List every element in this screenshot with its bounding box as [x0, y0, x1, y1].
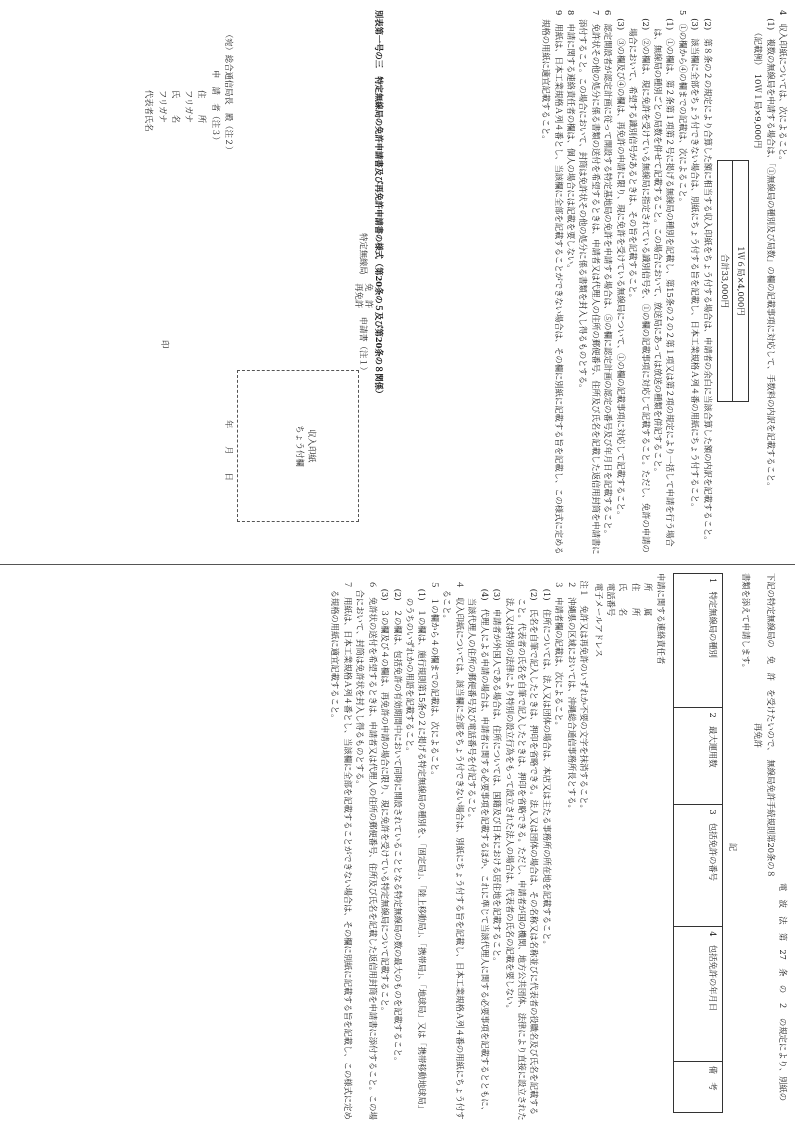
addressee: （宛）総合通信局長 殿（注２） — [224, 30, 234, 155]
application-body — [329, 573, 789, 1121]
note-item: (4) 代理人による申請の場合は、申請者に関する必要事項を記載するほか、これに準じて当該代理人に関する必要事項を記載するとともに、当該代理人の住所の郵便番号及び電話番号を付記すること。 — [467, 588, 490, 1115]
notes-block — [329, 573, 590, 1121]
applicant-heading: 申 請 者（注３） — [210, 70, 221, 145]
field-address: 住 所 — [197, 90, 208, 124]
item-4-1: (1) 複数の無線局を申請する場合は、「①無線局の種別及び局数」の欄の記載事項に対応して、手数料の内訳を記載すること。 — [765, 18, 776, 491]
contact-heading: 申請に関する連絡責任者 — [655, 573, 666, 665]
stamp-label-2: ちょう付欄 — [295, 425, 305, 467]
cell-remarks: 備 考 — [673, 1061, 722, 1112]
note-item: (3) ３の欄及び４の欄は、再免許の申請の場合に限り、現に免許を受けている特定無線局について記載すること。 — [380, 588, 391, 1016]
contact-name: 氏 名 — [618, 583, 629, 617]
ki-mark: 記 — [728, 842, 739, 852]
item-6: 6 認定開設者が認定計画に従って開設する特定基地局の免許を申請する場合は、⑤の欄に認定計画の認定の番号及び年月日を記載すること。 — [603, 10, 614, 538]
station-table — [673, 573, 723, 1113]
form-title-post: 申請書（注１） — [358, 316, 369, 375]
note-item: ６ 免許状の送付を希望するときは、申請者又は代理人の住所の郵便番号、住所及び氏名を記載した返信用封筒を申請書に添付すること。この場合において、封筒は免許状を封入し得るものとする。 — [355, 580, 378, 1120]
intro-law: 電 波 法 第 27 条 の ２ の規定により、別紙の — [778, 883, 788, 1101]
cell-license-date: 4 包括免許の年月日 — [673, 927, 722, 1061]
fee-example-box — [717, 160, 749, 402]
field-name: 氏 名 — [170, 90, 181, 124]
date-label: 年月日 — [224, 420, 234, 499]
example-label: （記載例） 10Ｗ１局×9,000円 — [753, 28, 764, 149]
field-representative: 代表者氏名 — [144, 90, 155, 132]
option-relicense: 再免許 — [353, 283, 364, 309]
note-item: (2) 氏名を自筆で記入したときは、押印を省略できる。法人又は団体の場合は、その名称又は名称並びに代表者の役職名及び氏名を記載すること。代表者の氏名を自筆で記入したときは、押印を省略できる。ただし、申請者が国の機関、地方公共団体、法律により直接に設立された法人又は特別の法律により特別の設立行為をもって設立された法人の場合は、代表者の氏名の記載を要しない。 — [504, 588, 540, 1121]
left-page — [0, 0, 795, 564]
note-item: ３ 申請者欄の記載は、次によること。 — [554, 580, 565, 730]
item-5-1: (1) ①の欄は、第２条第１項第２号に掲げる無線局の種別を記載し、第15条の２の２第１項又は第２項の規定により一括して申請を行う場合は、無線局の種別ごとの局数を併せて記載すること。この場合において、放送局にあっては放送の種類を併記すること。 — [653, 18, 676, 547]
item-4-2: (2) 第８条の２の規定により合算した額に相当する収入印紙をちょう付する場合は、申請者の余白に当該合算した額の内訳を記載すること。 — [702, 18, 713, 545]
item-4-3: (3) 該当欄に全部をちょう付できない場合は、別紙にちょう付する旨を記載し、日本工業規格Ａ列４番の用紙にちょう付すること。 — [690, 18, 701, 512]
note-item: (2) ２の欄は、包括免許の有効期間中において同時に開設されていることとなる特定無線局の数の最大のものを記載すること。 — [392, 588, 403, 1066]
stamp-label-1: 収入印紙 — [307, 429, 317, 463]
item-5-2: (2) ②の欄は、現に免許を受けている無線局に指定されている識別信号を、①の欄の記載事項に対応して記載すること。ただし、免許の申請の場合において、希望する識別信号があるときは、その旨を記載すること。 — [628, 18, 651, 553]
note-item: ５ １の欄から４の欄までの記載は、次によること。 — [429, 580, 440, 780]
contact-phone: 電話番号 — [606, 583, 617, 617]
fee-line: 1Ｗ６局×4,000円 — [735, 246, 746, 316]
contact-block — [592, 573, 667, 1121]
seal-mark: 印 — [160, 340, 170, 349]
right-page — [0, 565, 795, 1129]
item-9: 9 用紙は、日本工業規格Ａ列４番とし、当該欄に全部を記載することができない場合は、その欄に別紙に記載する旨を記載し、この様式に定める規格の用紙に適宜記載すること。 — [541, 10, 564, 555]
option-license: 免 許 — [363, 283, 374, 309]
contact-dept: 所 属 — [643, 583, 654, 617]
revenue-stamp-box — [237, 370, 359, 522]
field-furigana-2: フリガナ — [157, 90, 168, 123]
note-item: 注１ 免許又は再免許のいずれか不要の文字を抹消すること。 — [579, 580, 590, 813]
note-item: ４ 収入印紙については、該当欄に全部をちょう付できない場合は、別紙にちょう付する旨を記載し、日本工業規格Ａ列４番の用紙にちょう付すること。 — [442, 580, 465, 1120]
item-5-3: (3) ③の欄及び④の欄は、再免許の申請に限り、現に免許を受けている無線局について、①の欄の記載事項に対応して記載すること。 — [615, 18, 626, 520]
item-8: 8 申請に関する連絡責任者の欄は、個人の場合には記載を要しない。 — [566, 10, 576, 273]
contact-address: 住 所 — [630, 583, 641, 617]
note-item: (1) １の欄は、施行規則第15条の２に掲げる特定無線局の種別を、「固定局」、「陸上移動局」、「携帯局」、「地球局」又は「携帯移動地球局」のうちのいずれかの用語を記載すること。 — [405, 588, 428, 1114]
field-furigana: フリガナ — [184, 90, 195, 123]
cell-license-number: 3 包括免許の番号 — [673, 805, 722, 927]
form-title-pre: 特定無線局 — [358, 233, 369, 275]
section-5-title: 5 ①の欄から④の欄までの記載は、次によること。 — [677, 10, 688, 207]
instructions-block — [540, 10, 789, 558]
intro-relicense: 再免許 — [753, 723, 764, 748]
fee-total: 合計33,000円 — [718, 161, 733, 401]
form-label: 別表第一号の三 特定無線局の免許申請書及び再免許申請書の様式（第20条の５及び第20条の８関係） — [374, 10, 384, 399]
note-item: (3) 申請者が外国人である場合は、住所については、国籍及び日本における居住地を記載すること。 — [492, 588, 503, 966]
applicant-block — [142, 30, 235, 154]
intro-attach: 書類を添えて申請します。 — [740, 573, 751, 672]
note-item: (1) 住所については、法人又は団体の場合は、本店又は主たる事務所の所在地を記載すること。 — [541, 588, 552, 949]
cell-station-type: 1 特定無線局の種別 — [673, 574, 722, 708]
item-7: 7 免許状その他の処分に係る書類の送付を希望するときは、申請者又は代理人の住所の郵便番号、住所及び氏名を記載した返信用封筒を申請書に添付すること。この場合において、封筒は免許状その他の処分に係る書類を封入し得るものとする。 — [578, 10, 601, 555]
note-item: ２ 沖縄県の区域においては、沖縄総合通信事務所長とする。 — [566, 580, 577, 813]
cell-max-operation: 2 最大運用数 — [673, 708, 722, 805]
note-item: ７ 用紙は、日本工業規格Ａ列４番とし、当該欄に全部を記載することができない場合は、その欄に別紙に記載する旨を記載し、この様式に定める規格の用紙に適宜記載すること。 — [330, 580, 353, 1120]
intro-license: 下記の特定無線局の 免 許 を受けたいので、 無線局免許手続規則第20条の８ — [765, 573, 776, 878]
section-4-title: 4 収入印紙については、次によること。 — [778, 10, 788, 165]
contact-email: 電子メールアドレス — [593, 583, 604, 658]
